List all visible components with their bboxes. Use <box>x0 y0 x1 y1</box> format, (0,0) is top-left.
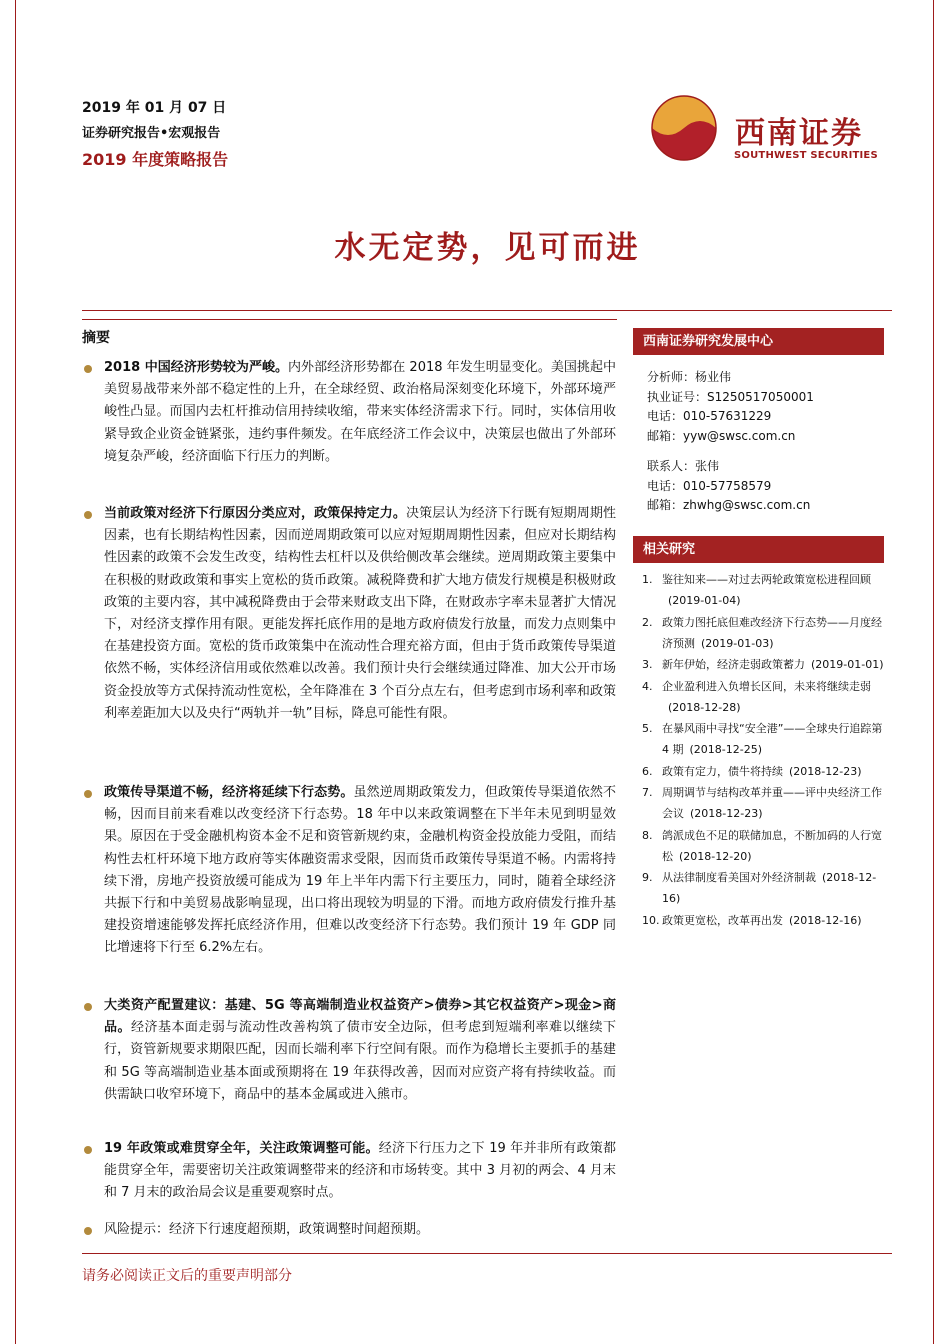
analyst-info <box>647 368 814 446</box>
logo-english-name: SOUTHWEST SECURITIES <box>734 150 878 161</box>
abstract-item-lead: 2018 中国经济形势较为严峻。 <box>104 360 289 375</box>
related-item-num: 6. <box>642 764 653 778</box>
abstract-item-2 <box>104 503 616 725</box>
related-item-date: (2019-01-04) <box>668 594 741 607</box>
related-item-title: 政策力图托底但难改经济下行态势——月度经济预测 <box>662 615 882 650</box>
related-item-date: (2018-12-28) <box>668 700 741 714</box>
related-item-title: 周期调节与结构改革并重——评中央经济工作会议 <box>662 786 882 820</box>
related-item-title: 鸽派成色不足的联储加息，不断加码的人行宽松 <box>662 828 882 863</box>
logo-chinese-name: 西南证券 <box>735 116 863 151</box>
report-kind: 2019 年度策略报告 <box>82 150 229 169</box>
related-research-list <box>642 569 887 931</box>
abstract-item-lead: 当前政策对经济下行原因分类应对，政策保持定力。 <box>104 506 407 521</box>
company-logo <box>648 94 888 164</box>
related-item-title: 鉴往知来——对过去两轮政策宽松进程回顾 <box>662 573 871 586</box>
related-item-title: 在暴风雨中寻找“安全港”——全球央行追踪第 4 期 <box>662 722 883 756</box>
related-item-date: (2018-12-16) <box>789 913 862 927</box>
title-separator-line <box>82 310 892 311</box>
abstract-item-text: 经济基本面走弱与流动性改善构筑了债市安全边际，但考虑到短端利率难以继续下行，资管新规要求期限匹配，因而长端利率下行空间有限。而作为稳增长主要抓手的基建和 5G 等高端制造业基本面或预期将在 19 年获得改善，因而对应资产将有持续收益。而供需缺口收窄环境下，商品中的基本金属或进入熊市。 <box>104 1020 616 1102</box>
risk-warning-text: 风险提示：经济下行速度超预期，政策调整时间超预期。 <box>104 1222 430 1237</box>
analyst-cert: 执业证号：S1250517050001 <box>647 389 814 404</box>
related-item-date: (2018-12-25) <box>689 743 763 756</box>
bullet-icon <box>84 511 92 519</box>
related-item-num: 4. <box>642 679 653 693</box>
research-center-header: 西南证券研究发展中心 <box>633 328 884 355</box>
related-item[interactable] <box>642 676 887 718</box>
abstract-item-5 <box>104 1138 616 1205</box>
logo-mark-icon <box>648 92 720 164</box>
abstract-heading: 摘要 <box>82 330 110 346</box>
abstract-top-line <box>82 319 617 320</box>
footer-separator-line <box>82 1253 892 1254</box>
abstract-item-3 <box>104 782 616 960</box>
analyst-email[interactable]: 邮箱：yyw@swsc.com.cn <box>647 428 796 443</box>
related-item-title: 新年伊始，经济走弱政策蓄力 <box>662 658 805 671</box>
contact-phone: 电话：010-57758579 <box>647 478 772 493</box>
related-item-date: (2018-12-23) <box>690 807 763 820</box>
related-item-date: (2018-12-16) <box>662 871 877 905</box>
related-item-date: (2019-01-01) <box>811 658 884 671</box>
related-item-date: (2018-12-23) <box>789 764 862 778</box>
right-border-line <box>933 0 934 1344</box>
abstract-item-lead: 大类资产配置建议：基建、5G 等高端制造业权益资产>债券>其它权益资产>现金>商品。 <box>104 998 616 1036</box>
bullet-icon <box>84 1227 92 1235</box>
related-item-title: 政策更宽松，改革再出发 <box>662 913 783 927</box>
related-item-num: 7. <box>642 786 653 799</box>
bullet-icon <box>84 790 92 798</box>
related-item[interactable] <box>642 782 887 824</box>
related-item[interactable] <box>642 910 887 931</box>
left-border-line <box>15 0 16 1344</box>
disclaimer-footer: 请务必阅读正文后的重要声明部分 <box>82 1268 292 1284</box>
abstract-item-lead: 19 年政策或难贯穿全年，关注政策调整可能。 <box>104 1141 379 1156</box>
abstract-item-text: 虽然逆周期政策发力，但政策传导渠道依然不畅，因而目前来看难以改变经济下行态势。18 年中以来政策调整在下半年未见到明显效果。原因在于受金融机构资本金不足和资管新规约束，金融机构资金投放能力受阻，而结构性去杠杆环境下地方政府等实体融资需求受限，因而货币政策传导渠道不畅。内需将持续下滑，房地产投资放缓可能成为 19 年上半年内需下行主要压力，同时，随着全球经济共振下行和中美贸易战影响显现，出口将出现较为明显的下滑。而地方政府债发行推升基建投资增速能够发挥托底经济作用，但难以改变经济下行态势。我们预计 19 年 GDP 同比增速将下行至 6.2%左右。 <box>104 785 616 956</box>
abstract-item-text: 内外部经济形势都在 2018 年发生明显变化。美国挑起中美贸易战带来外部不稳定性的上升，在全球经贸、政治格局深刻变化环境下，外部环境严峻性凸显。而国内去杠杆推动信用持续收缩，带来实体经济需求下行。同时，实体信用收紧导致企业资金链紧张，违约事件频发。在年底经济工作会议中，决策层也做出了外部环境复杂严峻，经济面临下行压力的判断。 <box>104 360 616 464</box>
bullet-icon <box>84 365 92 373</box>
report-type: 证券研究报告•宏观报告 <box>82 126 221 141</box>
related-research-header: 相关研究 <box>633 536 884 563</box>
abstract-item-6 <box>104 1219 616 1241</box>
report-date: 2019 年 01 月 07 日 <box>82 100 227 116</box>
page-title: 水无定势，见可而进 <box>334 230 641 266</box>
related-item[interactable] <box>642 761 887 782</box>
contact-info <box>647 457 810 516</box>
abstract-item-text: 经济下行压力之下 19 年并非所有政策都能贯穿全年，需要密切关注政策调整带来的经济和市场转变。其中 3 月初的两会、4 月末和 7 月末的政治局会议是重要观察时点。 <box>104 1141 616 1201</box>
related-item[interactable] <box>642 718 887 760</box>
related-item[interactable] <box>642 867 887 909</box>
bullet-icon <box>84 1146 92 1154</box>
analyst-name: 分析师：杨业伟 <box>647 370 732 384</box>
contact-name: 联系人：张伟 <box>647 459 720 473</box>
related-item-date: (2018-12-20) <box>679 849 752 863</box>
related-item-num: 10. <box>642 913 660 927</box>
related-item-num: 1. <box>642 573 653 586</box>
analyst-phone: 电话：010-57631229 <box>647 409 772 423</box>
contact-email[interactable]: 邮箱：zhwhg@swsc.com.cn <box>647 498 811 512</box>
related-item-num: 9. <box>642 871 653 884</box>
related-item-title: 从法律制度看美国对外经济制裁 <box>662 871 816 884</box>
abstract-item-1 <box>104 357 616 468</box>
related-item-title: 企业盈利进入负增长区间，未来将继续走弱 <box>662 679 871 693</box>
related-item-date: (2019-01-03) <box>701 636 774 650</box>
related-item-num: 2. <box>642 615 653 629</box>
related-item-title: 政策有定力，债牛将持续 <box>662 764 783 778</box>
bullet-icon <box>84 1003 92 1011</box>
abstract-item-lead: 政策传导渠道不畅，经济将延续下行态势。 <box>104 785 354 800</box>
abstract-item-text: 决策层认为经济下行既有短期周期性因素，也有长期结构性因素，因而逆周期政策可以应对短期周期性因素，但应对长期结构性因素的政策不会发生改变，结构性去杠杆以及供给侧改革会继续。逆周期政策主要集中在积极的财政政策和事实上宽松的货币政策。减税降费和扩大地方债发行规模是积极财政政策的主要内容，其中减税降费由于会带来财政支出下降，在财政赤字率未显著扩大情况下，对经济支撑作用有限。更能发挥托底作用的是地方政府债发行放量，而发力点则集中在基建投资方面。宽松的货币政策集中在流动性合理充裕方面，但由于货币政策传导渠道依然不畅，实体经济信用或依然难以改善。我们预计央行会继续通过降准、加大公开市场资金投放等方式保持流动性宽松，全年降准在 3 个百分点左右，但考虑到市场利率和政策利率差距加大以及央行“两轨并一轨”目标，降息可能性有限。 <box>104 506 616 721</box>
abstract-item-4 <box>104 995 616 1106</box>
related-item-num: 3. <box>642 658 653 671</box>
related-item[interactable] <box>642 569 887 611</box>
related-item[interactable] <box>642 612 887 654</box>
related-item-num: 8. <box>642 828 653 842</box>
related-item[interactable] <box>642 825 887 867</box>
related-item[interactable] <box>642 654 887 675</box>
related-item-num: 5. <box>642 722 653 735</box>
